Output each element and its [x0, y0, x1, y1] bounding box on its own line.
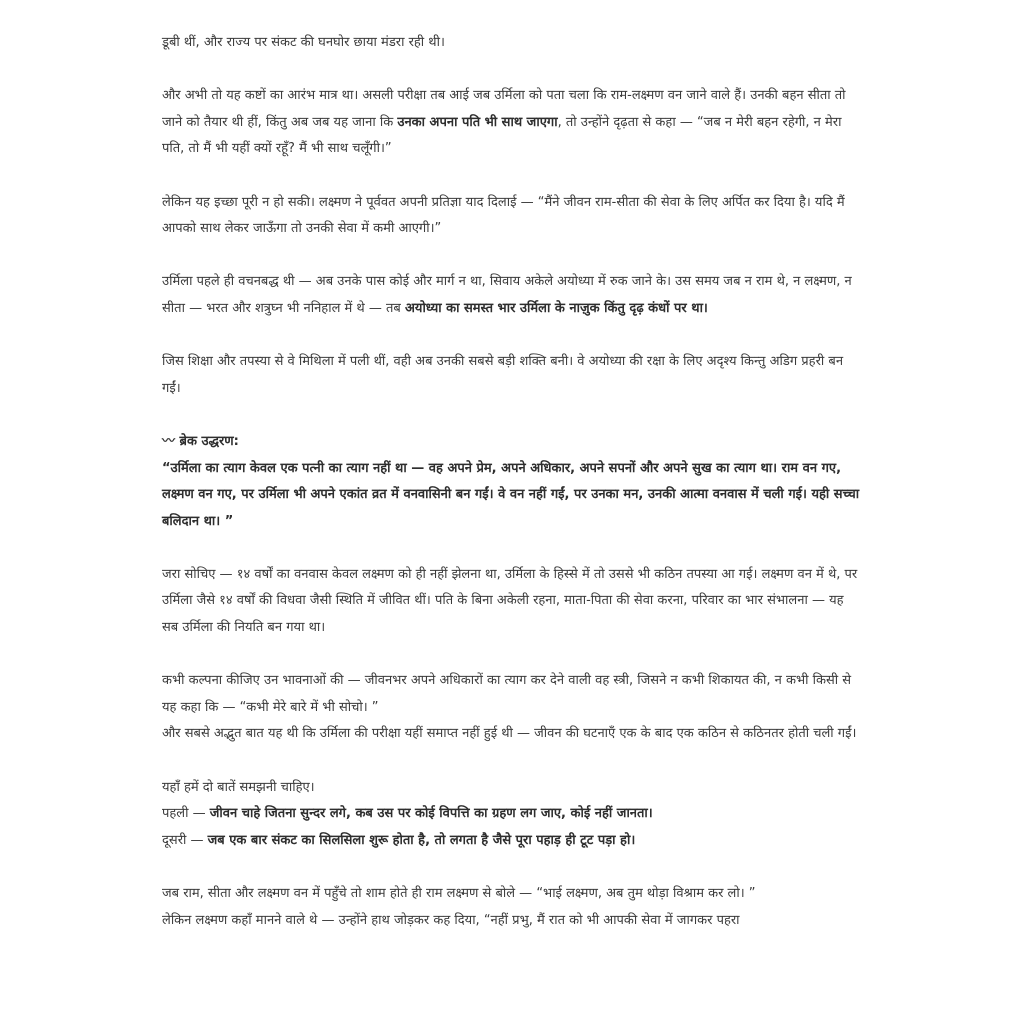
paragraph-forest-evening: जब राम, सीता और लक्ष्मण वन में पहुँचे तो शाम होते ही राम लक्ष्मण से बोले — “भाई लक्ष्मण, अब तुम थोड़ा विश्राम कर लो। ”: [162, 886, 756, 901]
paragraph-lakshman-reply: लेकिन लक्ष्मण कहाँ मानने वाले थे — उन्होंने हाथ जोड़कर कह दिया, “नहीं प्रभु, मैं रात को भी आपकी सेवा में जागकर पहरा: [162, 912, 740, 928]
paragraph-urmila-alone: [162, 269, 862, 322]
paragraph-lakshman-vow: लेकिन यह इच्छा पूरी न हो सकी। लक्ष्मण ने पूर्ववत अपनी प्रतिज्ञा याद दिलाई — “मैंने जीवन राम-सीता की सेवा के लिए अर्पित कर दिया है। यदि मैं आपको साथ लेकर जाऊँगा तो उनकी सेवा में कमी आएगी।”: [162, 194, 845, 237]
paragraph-two-lessons: [162, 775, 862, 855]
lesson-first-label: पहली —: [162, 806, 210, 822]
lesson-first-text: जीवन चाहे जितना सुन्दर लगे, कब उस पर कोई विपत्ति का ग्रहण लग जाए, कोई नहीं जानता।: [209, 806, 653, 822]
paragraph-harder-trials: और सबसे अद्भुत बात यह थी कि उर्मिला की परीक्षा यहीं समाप्त नहीं हुई थी — जीवन की घटनाएँ एक के बाद एक कठिन से कठिनतर होती चली गईं।: [162, 726, 857, 742]
paragraph-mithila-strength: जिस शिक्षा और तपस्या से वे मिथिला में पली थीं, वही अब उनकी सबसे बड़ी शक्ति बनी। वे अयोध्या की रक्षा के लिए अदृश्य किन्तु अडिग प्रहरी बन गईं।: [162, 354, 844, 396]
paragraph-fourteen-years: जरा सोचिए — १४ वर्षों का वनवास केवल लक्ष्मण को ही नहीं झेलना था, उर्मिला के हिस्से में तो उससे भी कठिन तपस्या आ गई। लक्ष्मण वन में थे, पर उर्मिला जैसे १४ वर्षों की विधवा जैसी स्थिति में जीवित थीं। पति के बिना अकेली रहना, माता-पिता की सेवा करना, परिवार का भार संभालना — यह सब उर्मिला की नियति बन गया था।: [162, 566, 858, 636]
break-quote-heading: 〰 ब्रेक उद्धरण:: [162, 433, 239, 449]
paragraph-text: , तो उन्होंने दृढ़ता से कहा — “जब न मेरी बहन रहेगी, न मेरा पति, तो मैं भी यहीं क्यों रहूँ? मैं भी साथ चलूँगी।”: [162, 114, 842, 157]
break-quote: [162, 429, 862, 535]
paragraph-imagine-feelings: कभी कल्पना कीजिए उन भावनाओं की — जीवनभर अपने अधिकारों का त्याग कर देने वाली वह स्त्री, जिसने न कभी शिकायत की, न कभी किसी से यह कहा कि — “कभी मेरे बारे में भी सोचो। ”: [162, 673, 852, 715]
lessons-intro: यहाँ हमें दो बातें समझनी चाहिए।: [162, 779, 315, 795]
paragraph-text: उर्मिला पहले ही वचनबद्ध थी — अब उनके पास कोई और मार्ग न था, सिवाय अकेले अयोध्या में रुक जाने के। उस समय जब न राम थे, न लक्ष्मण, न सीता — भरत और शत्रुघ्न भी ननिहाल में थे — तब: [162, 274, 852, 316]
break-quote-text: “उर्मिला का त्याग केवल एक पत्नी का त्याग नहीं था — वह अपने प्रेम, अपने अधिकार, अपने सपनों और अपने सुख का त्याग था। राम वन गए, लक्ष्मण वन गए, पर उर्मिला भी अपने एकांत व्रत में वनवासिनी बन गईं। वे वन नहीं गईं, पर उनका मन, उनकी आत्मा वनवास में चली गई। यही सच्चा बलिदान था। ”: [162, 460, 860, 529]
article-body: [162, 30, 862, 934]
paragraph-text: और अभी तो यह कष्टों का आरंभ मात्र था। असली परीक्षा तब आई जब उर्मिला को पता चला कि राम-लक्ष्मण वन जाने वाले हैं। उनकी बहन सीता तो जाने को तैयार थी हीं, किंतु अब जब यह जाना कि: [162, 88, 846, 130]
paragraph-crisis-shadow: डूबी थीं, और राज्य पर संकट की घनघोर छाया मंडरा रही थी।: [162, 35, 445, 50]
paragraph-test-begins: [162, 83, 862, 163]
lesson-second-text: जब एक बार संकट का सिलसिला शुरू होता है, तो लगता है जैसे पूरा पहाड़ ही टूट पड़ा हो।: [207, 832, 636, 848]
lesson-second-label: दूसरी —: [162, 832, 208, 848]
emphasis-husband-going: उनका अपना पति भी साथ जाएगा: [397, 114, 558, 130]
emphasis-ayodhya-burden: अयोध्या का समस्त भार उर्मिला के नाज़ुक किंतु दृढ़ कंधों पर था।: [404, 300, 708, 316]
